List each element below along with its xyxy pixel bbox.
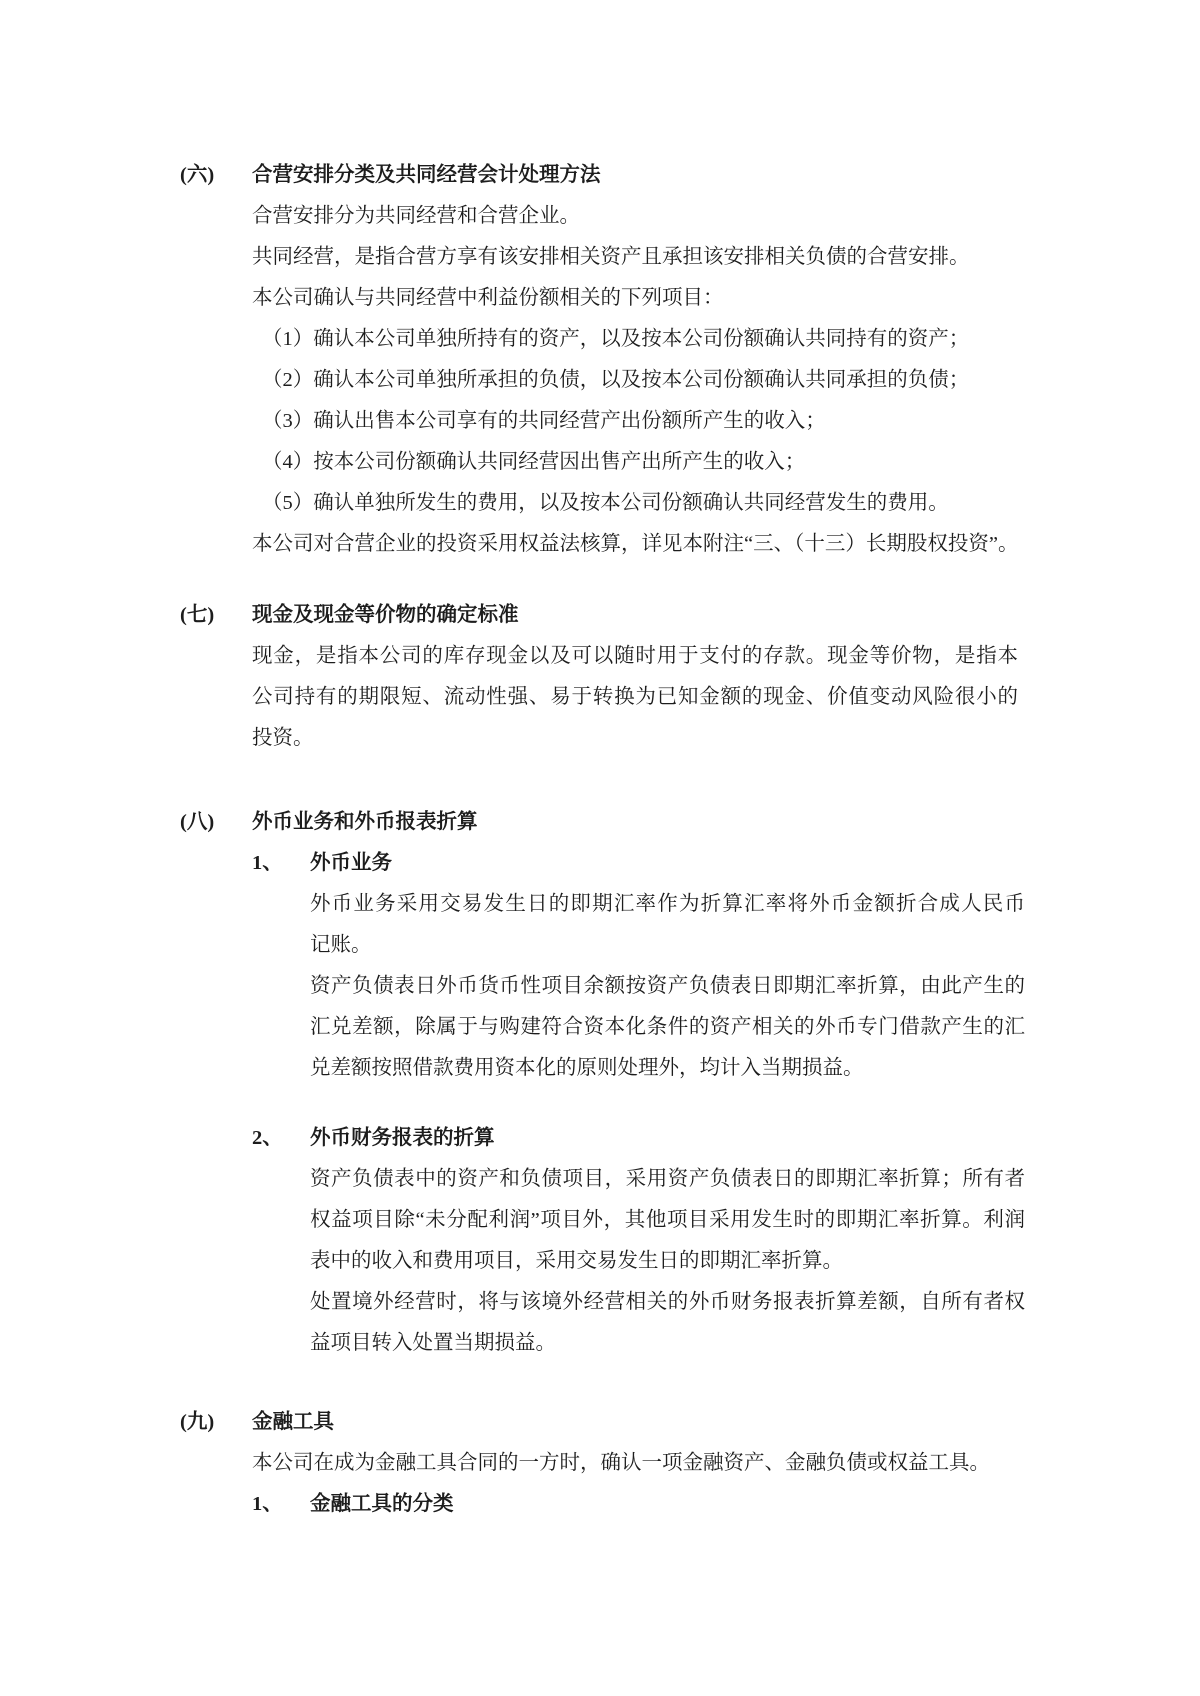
paragraph-line: 权益项目除“未分配利润”项目外，其他项目采用发生时的即期汇率折算。利润 <box>310 1209 1025 1231</box>
subsection-number: 1、 <box>252 1493 283 1515</box>
section <box>180 155 1200 565</box>
paragraph-spacer <box>252 1089 1018 1118</box>
list-item-line: （4）按本公司份额确认共同经营因出售产出所产生的收入； <box>262 451 806 473</box>
subsection-title: 金融工具的分类 <box>310 1493 454 1515</box>
section-title: 现金及现金等价物的确定标准 <box>252 604 519 626</box>
section-title: 金融工具 <box>252 1411 334 1433</box>
section-label: (八) <box>180 811 215 833</box>
paragraph-line: 本公司对合营企业的投资采用权益法核算，详见本附注“三、（十三）长期股权投资”。 <box>252 533 1019 555</box>
paragraph-line: 兑差额按照借款费用资本化的原则处理外，均计入当期损益。 <box>310 1057 864 1079</box>
paragraph-line: 记账。 <box>310 934 372 956</box>
subsection-number: 1、 <box>252 852 283 874</box>
section <box>180 802 1200 1364</box>
paragraph-line: 外币业务采用交易发生日的即期汇率作为折算汇率将外币金额折合成人民币 <box>310 893 1025 915</box>
paragraph-line: 益项目转入处置当期损益。 <box>310 1332 556 1354</box>
subsection-number: 2、 <box>252 1127 283 1149</box>
section <box>180 1402 1200 1525</box>
section-label: (六) <box>180 164 215 186</box>
paragraph-line: 资产负债表日外币货币性项目余额按资产负债表日即期汇率折算，由此产生的 <box>310 975 1025 997</box>
paragraph-line: 本公司在成为金融工具合同的一方时，确认一项金融资产、金融负债或权益工具。 <box>252 1452 990 1474</box>
subsection-title: 外币业务 <box>310 852 392 874</box>
section-title: 合营安排分类及共同经营会计处理方法 <box>252 164 601 186</box>
document <box>180 155 1200 1525</box>
section-content <box>252 155 1018 565</box>
paragraph-line: 投资。 <box>252 727 314 749</box>
section-content <box>252 1402 1018 1525</box>
subsection-title: 外币财务报表的折算 <box>310 1127 495 1149</box>
list-item-line: （5）确认单独所发生的费用，以及按本公司份额确认共同经营发生的费用。 <box>262 492 949 514</box>
paragraph-line: 公司持有的期限短、流动性强、易于转换为已知金额的现金、价值变动风险很小的 <box>252 686 1018 708</box>
paragraph-line: 处置境外经营时，将与该境外经营相关的外币财务报表折算差额，自所有者权 <box>310 1291 1025 1313</box>
paragraph-line: 汇兑差额，除属于与购建符合资本化条件的资产相关的外币专门借款产生的汇 <box>310 1016 1025 1038</box>
subsection-heading <box>252 1484 1018 1525</box>
section-content <box>252 595 1018 759</box>
section-label: (九) <box>180 1411 215 1433</box>
subsection-heading <box>252 843 1018 884</box>
paragraph-line: 资产负债表中的资产和负债项目，采用资产负债表日的即期汇率折算；所有者 <box>310 1168 1025 1190</box>
paragraph-line: 合营安排分为共同经营和合营企业。 <box>252 205 580 227</box>
list-item-line: （1）确认本公司单独所持有的资产，以及按本公司份额确认共同持有的资产； <box>262 328 970 350</box>
section-label: (七) <box>180 604 215 626</box>
paragraph-line: 共同经营，是指合营方享有该安排相关资产且承担该安排相关负债的合营安排。 <box>252 246 970 268</box>
section-content <box>252 802 1025 1364</box>
section <box>180 595 1200 759</box>
paragraph-line: 表中的收入和费用项目，采用交易发生日的即期汇率折算。 <box>310 1250 843 1272</box>
section-title: 外币业务和外币报表折算 <box>252 811 478 833</box>
subsection-heading <box>252 1118 1018 1159</box>
paragraph-line: 现金，是指本公司的库存现金以及可以随时用于支付的存款。现金等价物，是指本 <box>252 645 1018 667</box>
list-item-line: （2）确认本公司单独所承担的负债，以及按本公司份额确认共同承担的负债； <box>262 369 970 391</box>
paragraph-line: 本公司确认与共同经营中利益份额相关的下列项目： <box>252 287 724 309</box>
list-item-line: （3）确认出售本公司享有的共同经营产出份额所产生的收入； <box>262 410 826 432</box>
